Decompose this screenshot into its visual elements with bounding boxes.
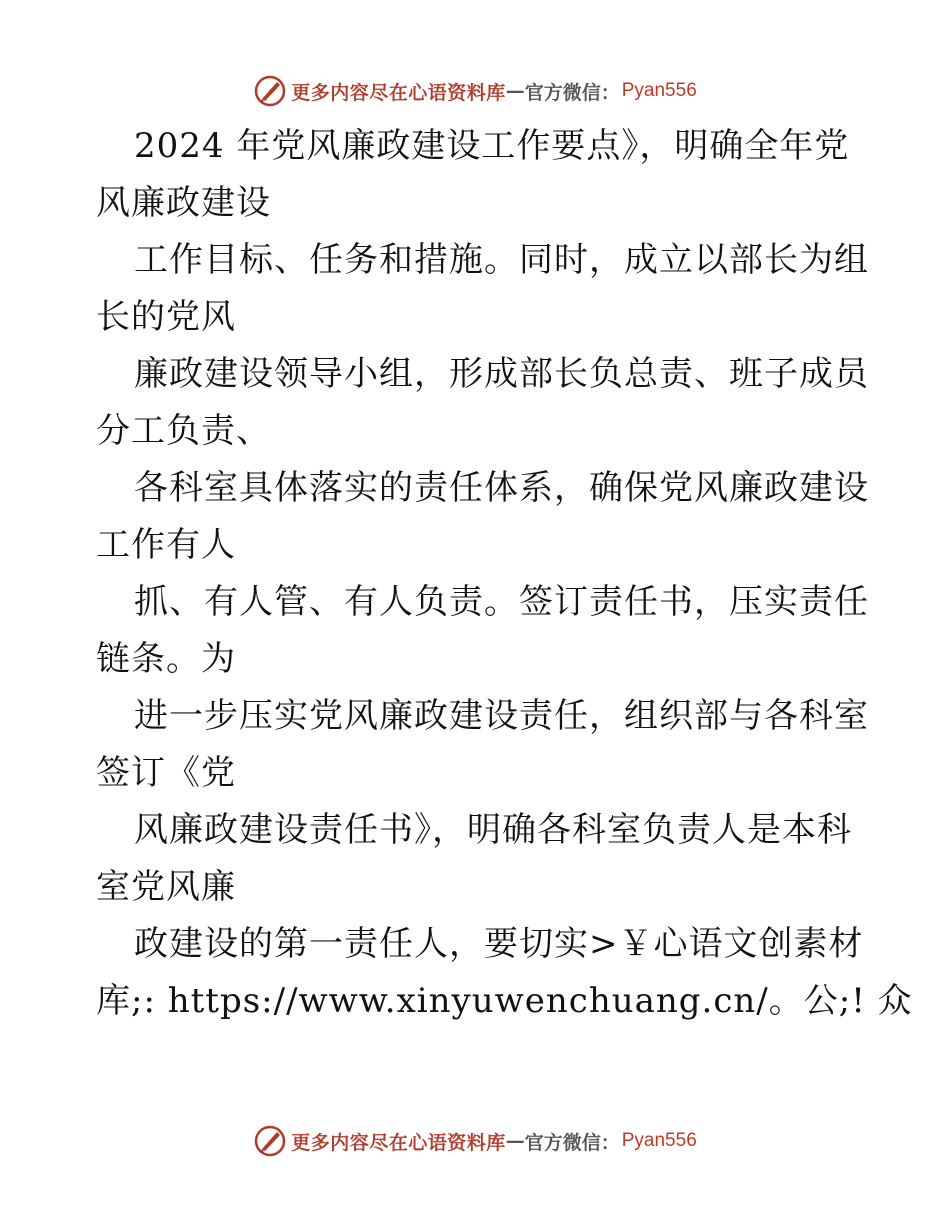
watermark-site-text: 更多内容尽在心语资料库 [291, 81, 506, 104]
text-line: 抓、有人管、有人负责。签订责任书，压实责任 [134, 582, 869, 622]
text-line: 链条。为 [96, 639, 236, 679]
text-line: 各科室具体落实的责任体系，确保党风廉政建设 [134, 468, 869, 508]
text-line: 风廉政建设 [96, 183, 271, 223]
watermark-wechat-id: Pyan556 [621, 1130, 697, 1151]
watermark-separator: — [505, 80, 525, 102]
document-body [96, 118, 913, 1030]
watermark-separator: — [505, 1130, 525, 1152]
text-line: 进一步压实党风廉政建设责任，组织部与各科室 [134, 696, 869, 736]
quill-pen-logo-icon [253, 74, 287, 108]
footer-watermark [0, 1121, 950, 1161]
quill-pen-logo-icon [253, 1124, 287, 1158]
text-line: 工作目标、任务和措施。同时，成立以部长为组 [134, 240, 869, 280]
watermark-wechat-label: 官方微信： [524, 1131, 620, 1154]
text-line: 廉政建设领导小组，形成部长负总责、班子成员 [134, 354, 869, 394]
text-line: 分工负责、 [96, 411, 271, 451]
text-line: 2024 年党风廉政建设工作要点》，明确全年党 [134, 126, 850, 166]
text-line: 工作有人 [96, 525, 236, 565]
text-line: 风廉政建设责任书》，明确各科室负责人是本科 [134, 810, 852, 850]
header-watermark [0, 71, 950, 111]
watermark-wechat-id: Pyan556 [621, 80, 697, 101]
text-line: 室党风廉 [96, 867, 236, 907]
text-line: 政建设的第一责任人，要切实>￥心语文创素材 [134, 924, 864, 964]
text-line: 库;: https://www.xinyuwenchuang.cn/。公;! 众 [96, 981, 913, 1021]
text-line: 签订《党 [96, 753, 236, 793]
watermark-wechat-label: 官方微信： [524, 81, 620, 104]
text-line: 长的党风 [96, 297, 236, 337]
watermark-site-text: 更多内容尽在心语资料库 [291, 1131, 506, 1154]
